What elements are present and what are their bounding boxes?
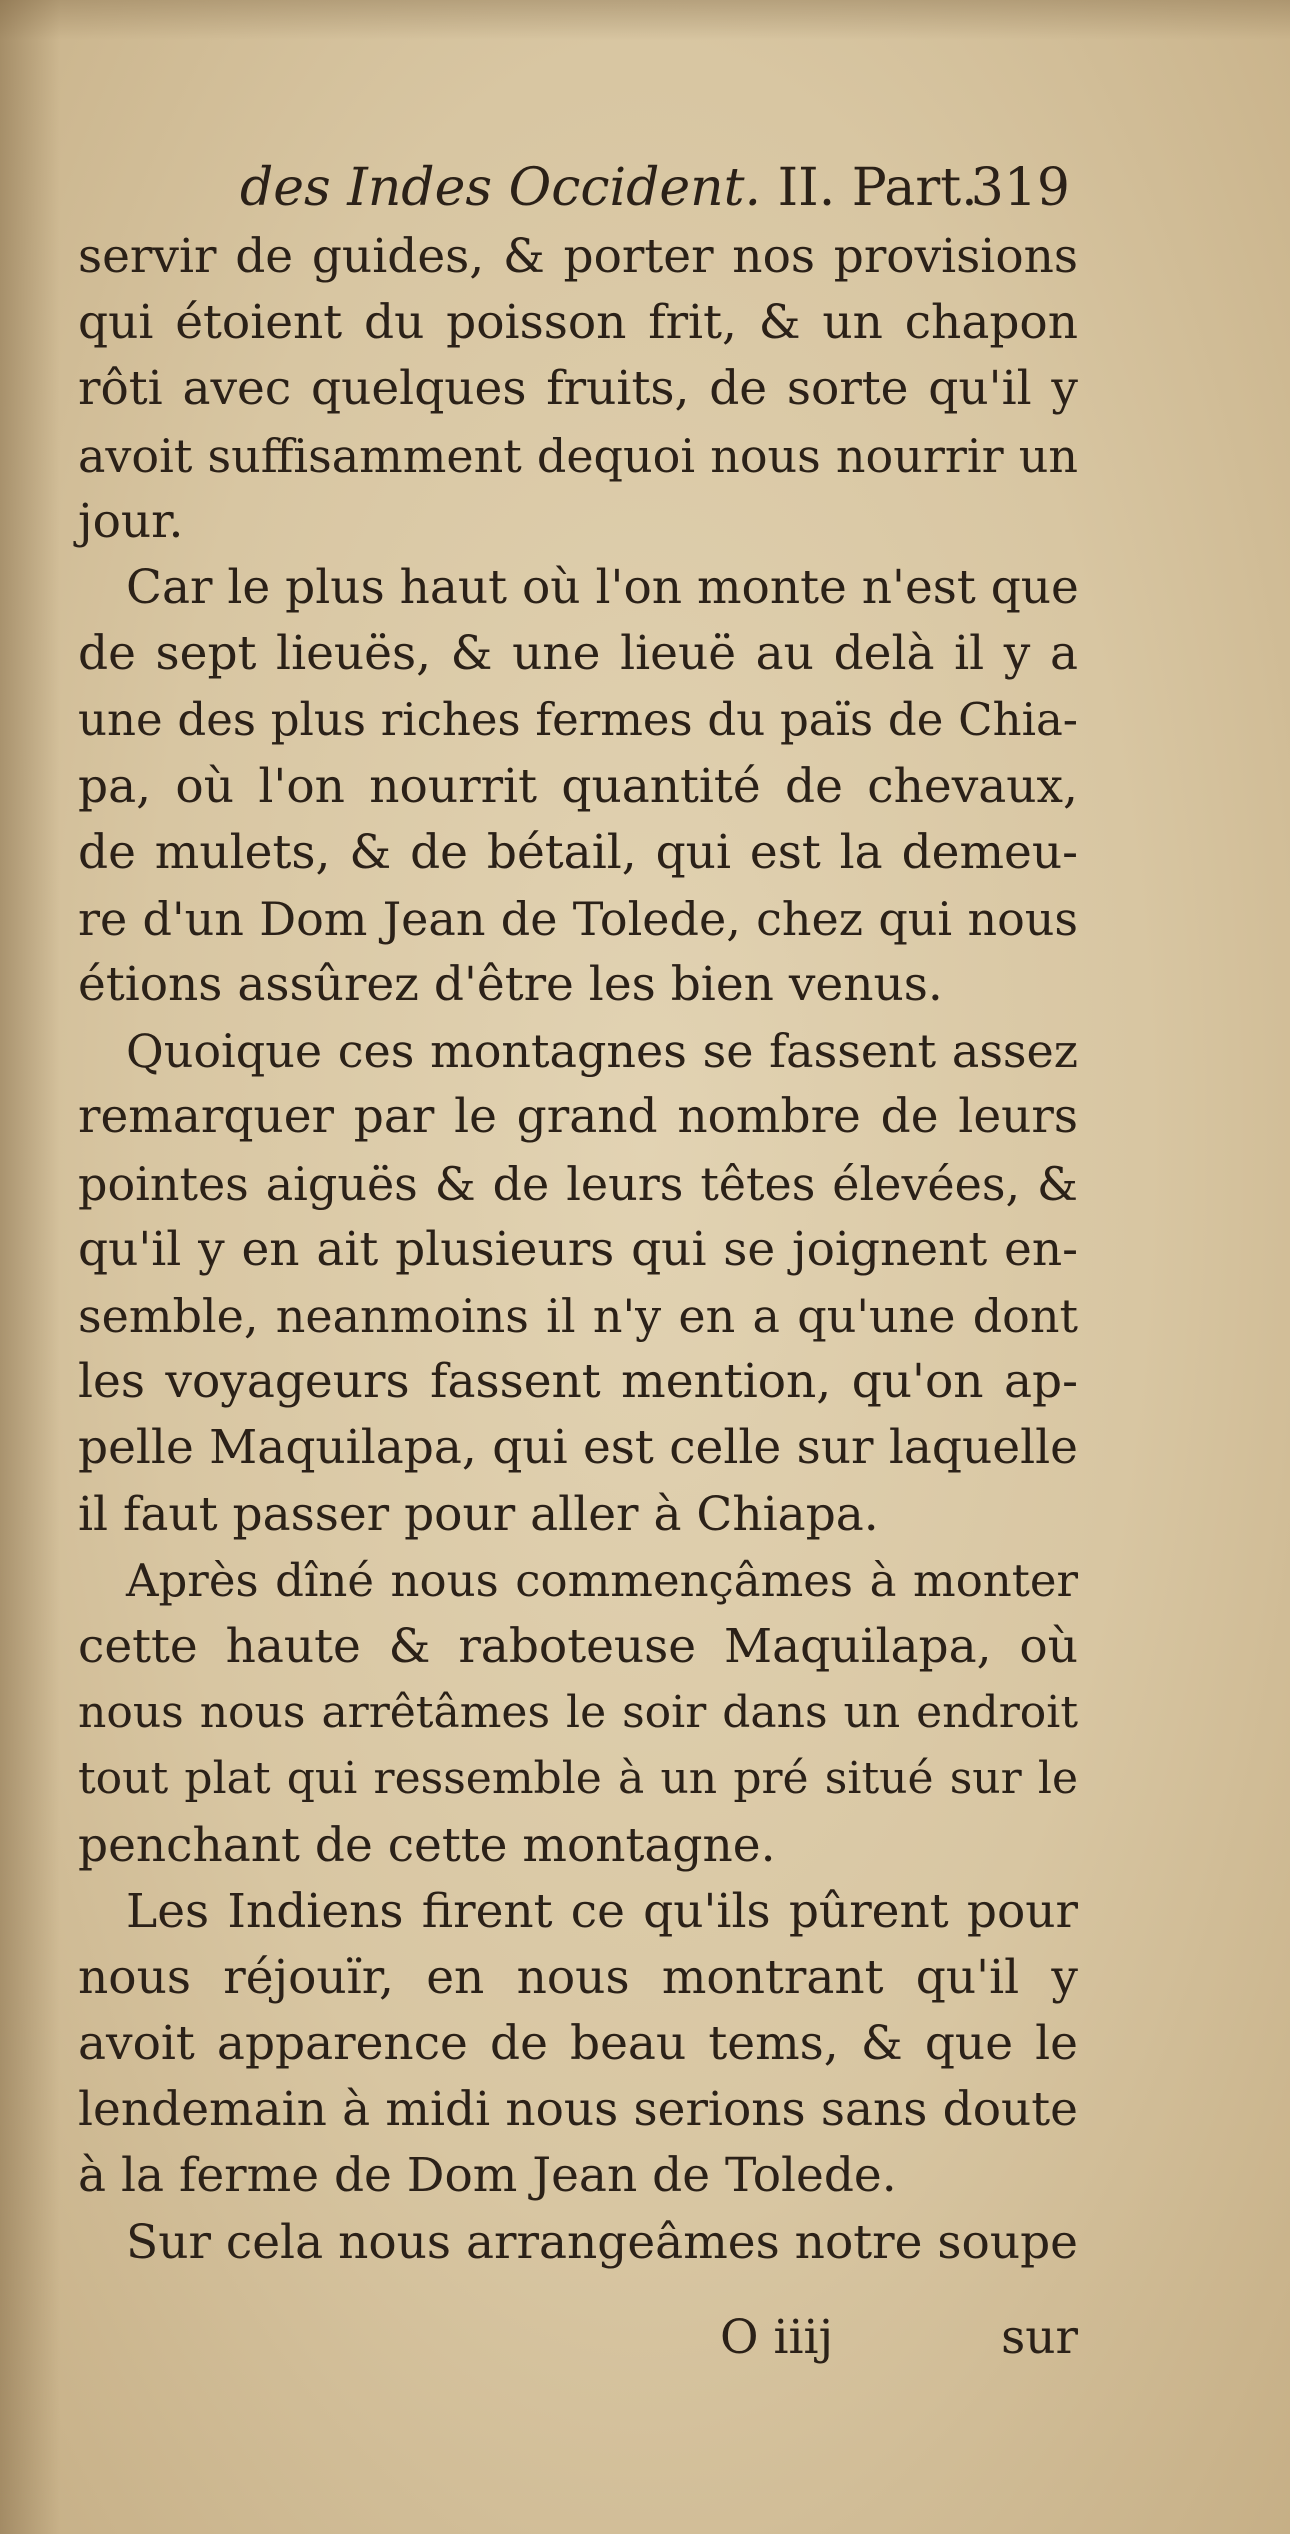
text-line: qui étoient du poisson frit, & un chapon — [78, 295, 1078, 351]
text-line: de sept lieuës, & une lieuë au delà il y a — [78, 626, 1078, 682]
text-line: jour. — [78, 493, 184, 549]
text-line: lendemain à midi nous serions sans doute — [78, 2082, 1078, 2138]
text-line: pelle Maquilapa, qui est celle sur laquelle — [78, 1420, 1078, 1476]
text-line: à la ferme de Dom Jean de Tolede. — [78, 2148, 897, 2204]
running-title-roman: II. Part. — [761, 158, 978, 218]
text-line: semble, neanmoins il n'y en a qu'une dont — [78, 1289, 1078, 1343]
text-line: tout plat qui ressemble à un pré situé sur le — [78, 1753, 1078, 1805]
text-line: cette haute & raboteuse Maquilapa, où — [78, 1618, 1078, 1674]
text-line: Sur cela nous arrangeâmes notre soupe — [126, 2214, 1078, 2270]
text-line: Les Indiens firent ce qu'ils pûrent pour — [126, 1883, 1078, 1939]
text-line: étions assûrez d'être les bien venus. — [78, 957, 943, 1013]
body-text — [78, 224, 1078, 2276]
text-line: nous réjouïr, en nous montrant qu'il y — [78, 1949, 1078, 2005]
text-line: servir de guides, & porter nos provisions — [78, 229, 1078, 284]
catchword: sur — [1001, 2310, 1078, 2365]
signature-mark: O iiij — [720, 2310, 834, 2365]
text-line: de mulets, & de bétail, qui est la demeu- — [78, 824, 1078, 880]
text-line: Quoique ces montagnes se fassent assez — [126, 1024, 1078, 1079]
text-line: remarquer par le grand nombre de leurs — [78, 1089, 1078, 1145]
text-line: les voyageurs fassent mention, qu'on ap- — [78, 1354, 1078, 1410]
page-number: 319 — [970, 158, 1070, 218]
running-title — [240, 158, 978, 218]
page-header — [240, 158, 1070, 218]
text-line: qu'il y en ait plusieurs qui se joignent en- — [78, 1221, 1078, 1277]
text-line: Après dîné nous commençâmes à monter — [126, 1553, 1078, 1607]
page-footer — [78, 2305, 1078, 2371]
text-line: il faut passer pour aller à Chiapa. — [78, 1486, 879, 1542]
text-line: une des plus riches fermes du païs de Chia- — [78, 693, 1078, 747]
text-line: pointes aiguës & de leurs têtes élevées, & — [78, 1156, 1078, 1211]
text-line: penchant de cette montagne. — [78, 1817, 776, 1873]
text-line: nous nous arrêtâmes le soir dans un endroit — [78, 1687, 1078, 1739]
text-line: avoit apparence de beau tems, & que le — [78, 2016, 1078, 2072]
text-line: rôti avec quelques fruits, de sorte qu'il y — [78, 361, 1078, 417]
running-title-italic: des Indes Occident. — [240, 158, 762, 218]
text-line: pa, où l'on nourrit quantité de chevaux, — [78, 758, 1078, 814]
text-line: Car le plus haut où l'on monte n'est que — [126, 559, 1079, 615]
text-line: avoit suffisamment dequoi nous nourrir un — [78, 428, 1078, 483]
text-line: re d'un Dom Jean de Tolede, chez qui nous — [78, 891, 1078, 946]
